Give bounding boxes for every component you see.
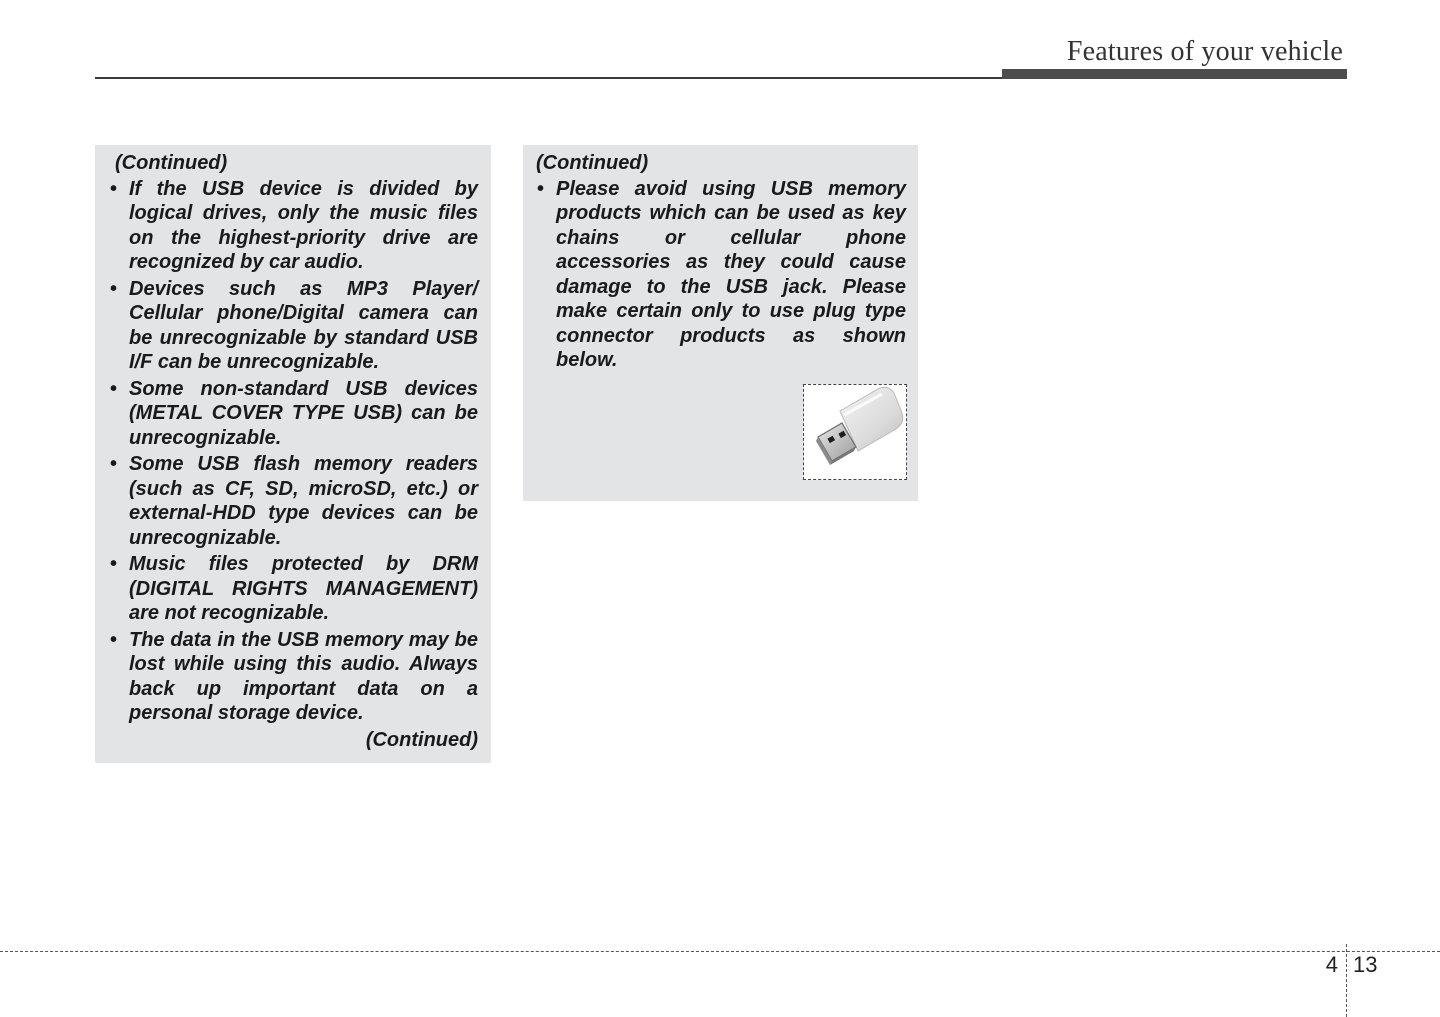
list-item: • If the USB device is divided by logical drives, only the music files on the highest-priority drive are recognized by car audio.	[109, 177, 478, 275]
header-tab-bar	[1002, 69, 1347, 79]
list-item: • Some USB flash memory readers (such as CF, SD, microSD, etc.) or external-HDD type devices can be unrecognizable.	[109, 452, 478, 550]
section-title: Features of your vehicle	[1066, 36, 1343, 67]
usb-flash-drive-image	[803, 384, 907, 480]
continued-label-bottom: (Continued)	[365, 728, 478, 751]
list-item: • Some non-standard USB devices (METAL COVER TYPE USB) can be unrecognizable.	[109, 377, 478, 451]
usb-notes-list	[109, 177, 478, 726]
page-chapter-number: 4	[1325, 952, 1338, 977]
list-item: • Music files protected by DRM (DIGITAL RIGHTS MANAGEMENT) are not recognizable.	[109, 552, 478, 626]
continued-label-top: (Continued)	[536, 152, 649, 174]
footer-page-divider	[1346, 944, 1347, 1017]
list-item: • The data in the USB memory may be lost while using this audio. Always back up important data on a personal storage device.	[109, 628, 478, 726]
page-number: 13	[1353, 952, 1378, 977]
continued-label-top: (Continued)	[115, 152, 228, 174]
footer-rule	[0, 951, 1440, 952]
header-rule	[95, 77, 1002, 79]
usb-notes-box-left	[95, 145, 491, 763]
list-item: • Devices such as MP3 Player/ Cellular phone/Digital camera can be unrecognizable by standard USB I/F can be unrecognizable.	[109, 277, 478, 375]
usb-notes-list	[536, 177, 906, 373]
usb-flash-drive-icon	[804, 385, 906, 479]
list-item: • Please avoid using USB memory products which can be used as key chains or cellular phone accessories as they could cause damage to the USB jack. Please make certain only to use plug type connector products as shown below.	[536, 177, 906, 373]
